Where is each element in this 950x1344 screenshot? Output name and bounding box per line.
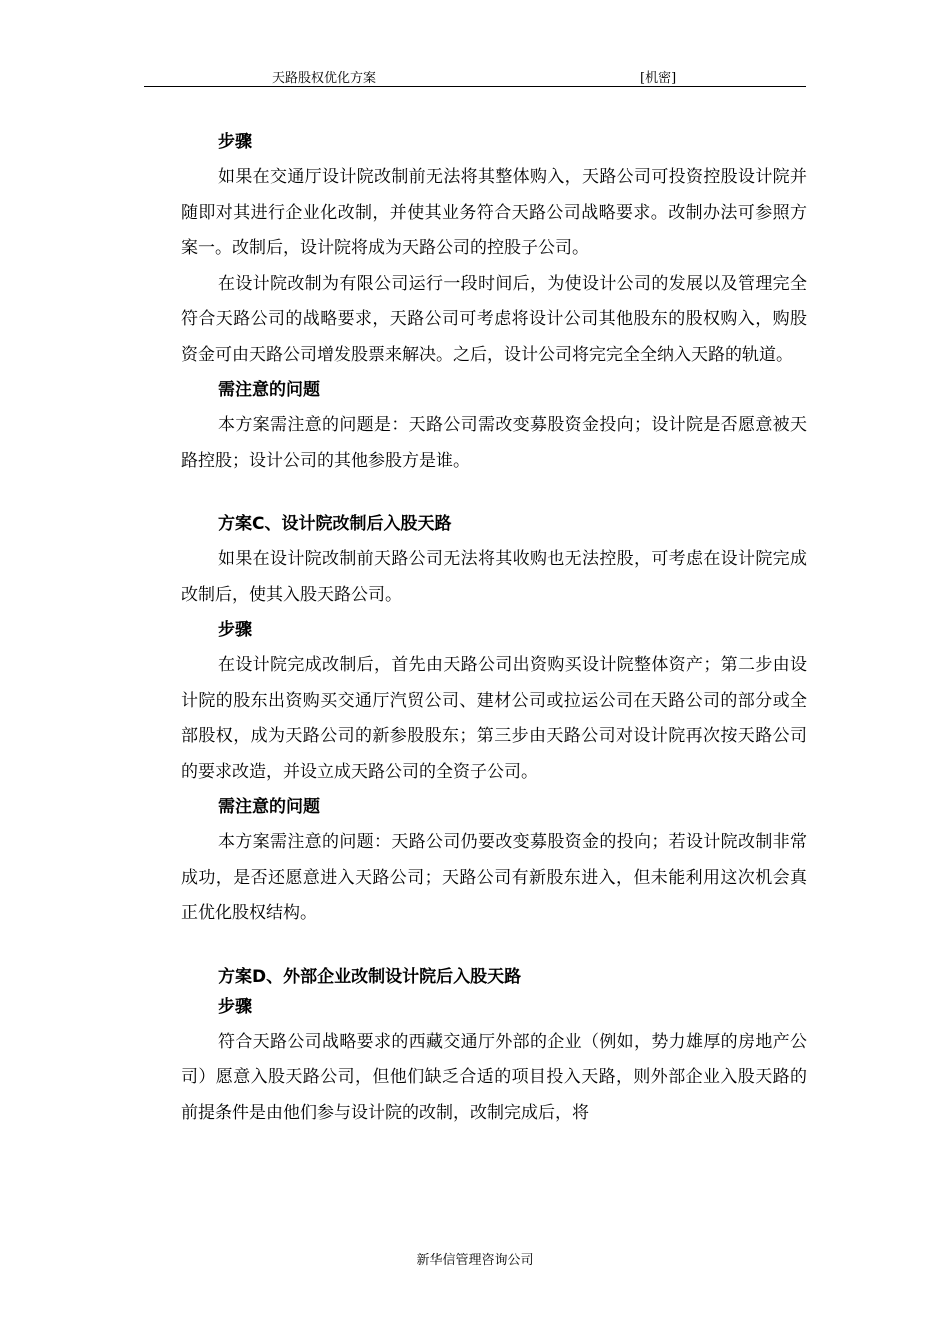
body-paragraph: 符合天路公司战略要求的西藏交通厅外部的企业（例如，势力雄厚的房地产公司）愿意入股天路公司，但他们缺乏合适的项目投入天路，则外部企业入股天路的前提条件是由他们参与设计院的改制，改制完成后，将	[181, 1031, 807, 1123]
section-heading-steps: 步骤	[218, 996, 252, 1017]
body-paragraph: 本方案需注意的问题是：天路公司需改变募股资金投向；设计院是否愿意被天路控股；设计公司的其他参股方是谁。	[181, 415, 807, 471]
body-paragraph: 如果在交通厅设计院改制前无法将其整体购入，天路公司可投资控股设计院并随即对其进行企业化改制，并使其业务符合天路公司战略要求。改制办法可参照方案一。改制后，设计院将成为天路公司的控股子公司。	[181, 167, 807, 258]
body-paragraph: 在设计院完成改制后，首先由天路公司出资购买设计院整体资产；第二步由设计院的股东出资购买交通厅汽贸公司、建材公司或拉运公司在天路公司的部分或全部股权，成为天路公司的新参股股东；第三步由天路公司对设计院再次按天路公司的要求改造，并设立成天路公司的全资子公司。	[181, 655, 807, 782]
body-paragraph: 如果在设计院改制前天路公司无法将其收购也无法控股，可考虑在设计院完成改制后，使其入股天路公司。	[181, 549, 807, 605]
section-gap	[181, 932, 807, 960]
page-header	[144, 66, 806, 87]
section-heading-notes: 需注意的问题	[218, 380, 320, 400]
document-body	[181, 125, 807, 1131]
page-footer: 新华信管理咨询公司	[416, 1253, 534, 1268]
header-title: 天路股权优化方案	[272, 71, 377, 86]
confidential-mark: [机密]	[640, 71, 677, 86]
section-heading-plan-c: 方案C、设计院改制后入股天路	[218, 514, 452, 534]
section-heading-steps: 步骤	[218, 620, 252, 640]
section-heading-notes: 需注意的问题	[218, 797, 320, 817]
body-paragraph: 在设计院改制为有限公司运行一段时间后，为使设计公司的发展以及管理完全符合天路公司的战略要求，天路公司可考虑将设计公司其他股东的股权购入，购股资金可由天路公司增发股票来解决。之后，设计公司将完完全全纳入天路的轨道。	[181, 273, 807, 365]
section-gap	[181, 479, 807, 507]
section-heading-plan-d: 方案D、外部企业改制设计院后入股天路	[218, 966, 522, 987]
body-paragraph: 本方案需注意的问题：天路公司仍要改变募股资金的投向；若设计院改制非常成功，是否还愿意进入天路公司；天路公司有新股东进入，但未能利用这次机会真正优化股权结构。	[181, 832, 807, 923]
section-heading-steps: 步骤	[218, 132, 252, 152]
